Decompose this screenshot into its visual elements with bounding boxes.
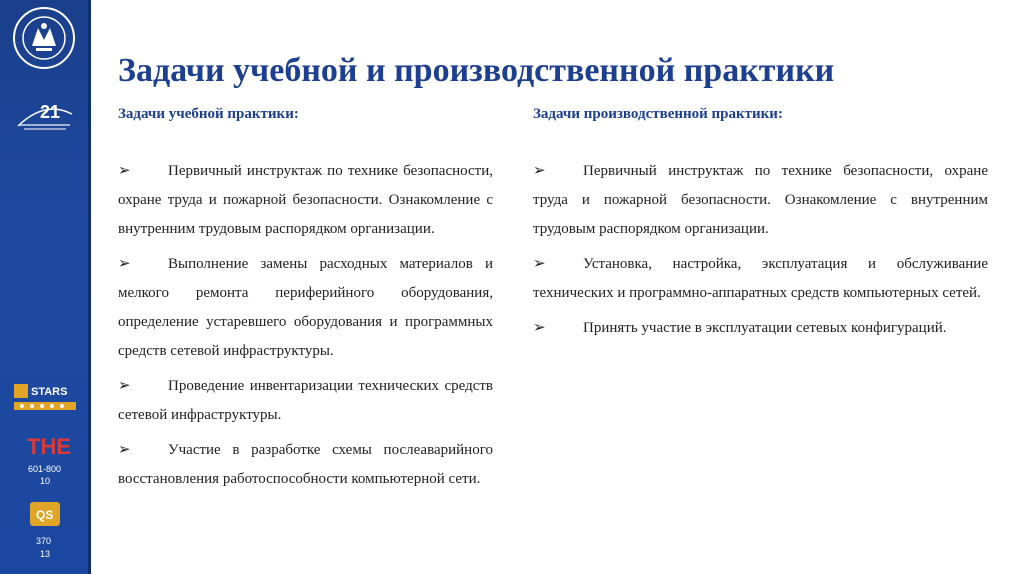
- bullet-arrow-icon: ➢: [533, 163, 546, 179]
- the-ranking-badge: [14, 430, 76, 492]
- task-text: Выполнение замены расходных материалов и мелкого ремонта периферийного оборудования, определение устаревшего оборудования и программных средств сетевой инфраструктуры.: [118, 256, 493, 359]
- the-rank-sub: 10: [40, 476, 51, 486]
- year-21-logo: [14, 96, 76, 136]
- task-item: [118, 250, 493, 366]
- university-seal-logo: [12, 6, 76, 70]
- task-text: Установка, настройка, эксплуатация и обслуживание технических и программно-аппаратных средств компьютерных сетей.: [533, 256, 988, 301]
- bullet-arrow-icon: ➢: [118, 378, 131, 394]
- column-heading: Задачи учебной практики:: [118, 106, 299, 122]
- qs-rank: 370: [36, 536, 52, 546]
- column-heading: Задачи производственной практики:: [533, 106, 783, 122]
- year-21-text: 21: [40, 102, 61, 122]
- task-item: [118, 436, 493, 494]
- slide-title: Задачи учебной и производственной практики: [118, 52, 835, 89]
- task-text: Проведение инвентаризации технических средств сетевой инфраструктуры.: [118, 378, 493, 423]
- qs-label: QS: [36, 508, 54, 522]
- bullet-arrow-icon: ➢: [533, 320, 546, 336]
- qs-ranking-badge: [14, 500, 76, 566]
- bullet-arrow-icon: ➢: [118, 442, 131, 458]
- task-text: Первичный инструктаж по технике безопасности, охране труда и пожарной безопасности. Ознакомление с внутренним трудовым распорядком организации.: [533, 163, 988, 237]
- the-rank-range: 601-800: [28, 464, 62, 474]
- qs-stars-label: STARS: [31, 386, 68, 398]
- task-item: [118, 157, 493, 244]
- bullet-arrow-icon: ➢: [118, 163, 131, 179]
- bullet-arrow-icon: ➢: [533, 256, 546, 272]
- column-educational-practice: [118, 104, 493, 500]
- sidebar: [0, 0, 91, 574]
- task-item: [533, 314, 988, 343]
- task-item: [118, 372, 493, 430]
- the-label: THE: [27, 434, 71, 459]
- qs-stars-badge: [14, 380, 76, 414]
- task-item: [533, 250, 988, 308]
- bullet-arrow-icon: ➢: [118, 256, 131, 272]
- task-text: Участие в разработке схемы послеаварийного восстановления работоспособности компьютерной сети.: [118, 442, 493, 487]
- task-text: Первичный инструктаж по технике безопасности, охране труда и пожарной безопасности. Ознакомление с внутренним трудовым распорядком организации.: [118, 163, 493, 237]
- task-item: [533, 157, 988, 244]
- task-text: Принять участие в эксплуатации сетевых конфигураций.: [583, 320, 947, 336]
- qs-rank-sub: 13: [40, 549, 51, 559]
- sidebar-edge: [88, 0, 91, 574]
- column-industrial-practice: [533, 104, 988, 349]
